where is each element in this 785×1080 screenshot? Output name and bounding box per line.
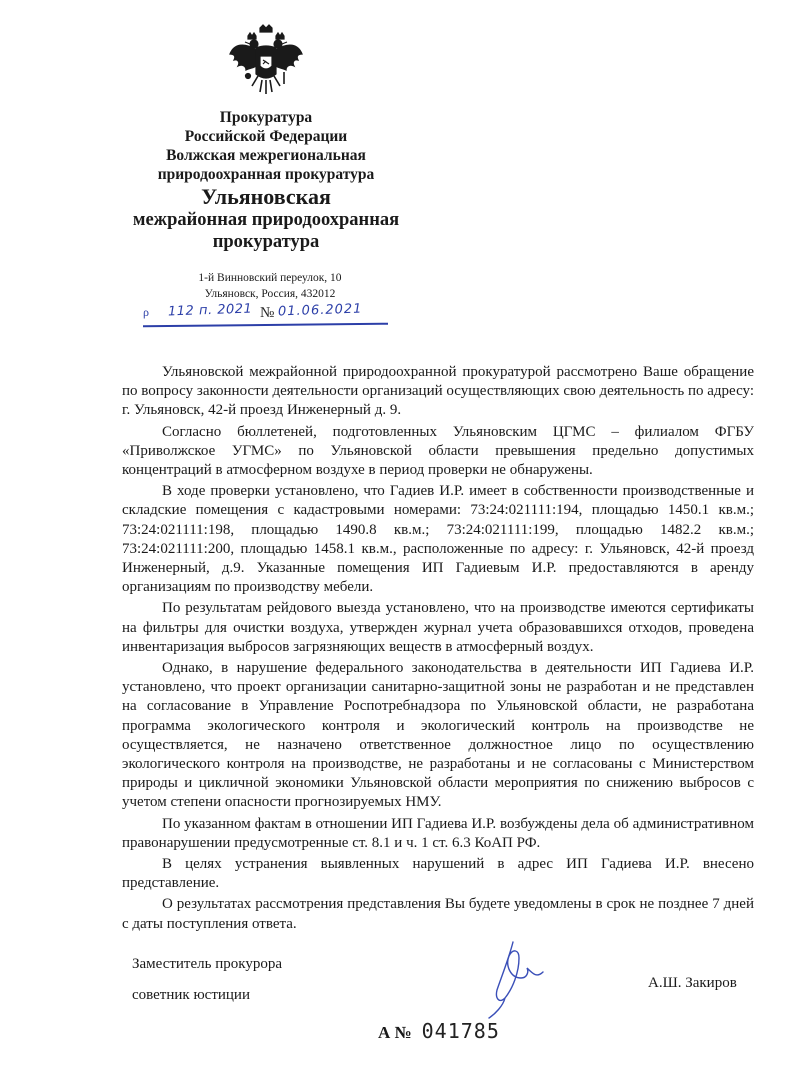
header-line-mezhrayonnaya: межрайонная природоохранная xyxy=(132,210,400,230)
paragraph: Согласно бюллетеней, подготовленных Ульяновским ЦГМС – филиалом ФГБУ «Приволжское УГМС» по Ульяновской области превышения предельно допустимых концентраций в атмосферном воздухе в период проверки не обнаружены. xyxy=(122,423,754,479)
handwritten-signature xyxy=(483,938,553,1020)
header-line-prokuratura: Прокуратура xyxy=(219,109,313,126)
signer-rank: советник юстиции xyxy=(132,987,250,1003)
paragraph: В ходе проверки установлено, что Гадиев И.Р. имеет в собственности производственные и складские помещения с кадастровыми номерами: 73:24:021111:194, площадью 1450.1 кв.м.; 73:24:021111:198, площадью 1490.8 кв.м.; 73:24:021111:199, площадью 1482.2 кв.м.; 73:24:021111:200, площадью 1458.1 кв.м., расположенные по адресу: г. Ульяновск, 42-й проезд Инженерный, д.9. Указанные помещения ИП Гадиевым И.Р. предоставляются в аренду организациям по производству мебели. xyxy=(122,483,754,596)
letter-body xyxy=(122,363,754,936)
address-street: 1-й Винновский переулок, 10 xyxy=(198,272,342,284)
header-line-prokuratura-2: прокуратура xyxy=(212,232,320,252)
header-line-prirodookhrannaya: природоохранная прокуратура xyxy=(157,166,375,183)
paragraph: Ульяновской межрайонной природоохранной прокуратурой рассмотрено Ваше обращение по вопросу законности деятельности организаций осуществляющих свою деятельность по адресу: г. Ульяновск, 42-й проезд Инженерный д. 9. xyxy=(122,364,754,419)
paragraph: Однако, в нарушение федерального законодательства в деятельности ИП Гадиева И.Р. установлено, что проект организации санитарно-защитной зоны не разработан и не представлен на согласование в Управление Роспотребнадзора по Ульяновской области, не разработана программа экологического контроля и экологический контроль на производстве не осуществляется, не назначено ответственное должностное лицо по осуществлению экологического контроля на производстве, не разработаны и не согласованы с Министерством природы и цикличной экономики Ульяновской области мероприятия по снижению выбросов с учетом степени опасности прогнозируемых НМУ. xyxy=(122,660,754,811)
paragraph: В целях устранения выявленных нарушений в адрес ИП Гадиева И.Р. внесено представление. xyxy=(122,856,754,892)
registration-line xyxy=(143,303,393,329)
registration-underline xyxy=(143,323,388,327)
header-line-ulyanovskaya: Ульяновская xyxy=(201,184,331,209)
serial-label: А № xyxy=(378,1023,412,1042)
paragraph: О результатах рассмотрения представления Вы будете уведомлены в срок не позднее 7 дней с даты поступления ответа. xyxy=(122,896,754,932)
number-sign: № xyxy=(260,305,275,321)
header-line-volzhskaya: Волжская межрегиональная xyxy=(166,147,366,164)
ink-mark-icon: ρ xyxy=(143,305,149,319)
registration-date: 01.06.2021 xyxy=(277,301,363,320)
header-line-rf: Российской Федерации xyxy=(184,128,348,145)
registration-number: 112 п. 2021 xyxy=(167,301,253,320)
coat-of-arms-icon xyxy=(226,24,306,98)
address-city: Ульяновск, Россия, 432012 xyxy=(204,288,336,300)
signer-position: Заместитель прокурора xyxy=(132,956,282,972)
form-serial xyxy=(378,1019,500,1043)
paragraph: По результатам рейдового выезда установлено, что на производстве имеются сертификаты на фильтры для очистки воздуха, утвержден журнал учета образовавшихся отходов, проведена инвентаризация выбросов загрязняющих веществ в атмосферный воздух. xyxy=(122,600,754,655)
serial-number: 041785 xyxy=(421,1019,500,1043)
paragraph: По указанном фактам в отношении ИП Гадиева И.Р. возбуждены дела об административном правонарушении предусмотренные ст. 8.1 и ч. 1 ст. 6.3 КоАП РФ. xyxy=(122,815,754,851)
signer-name: А.Ш. Закиров xyxy=(648,975,737,991)
